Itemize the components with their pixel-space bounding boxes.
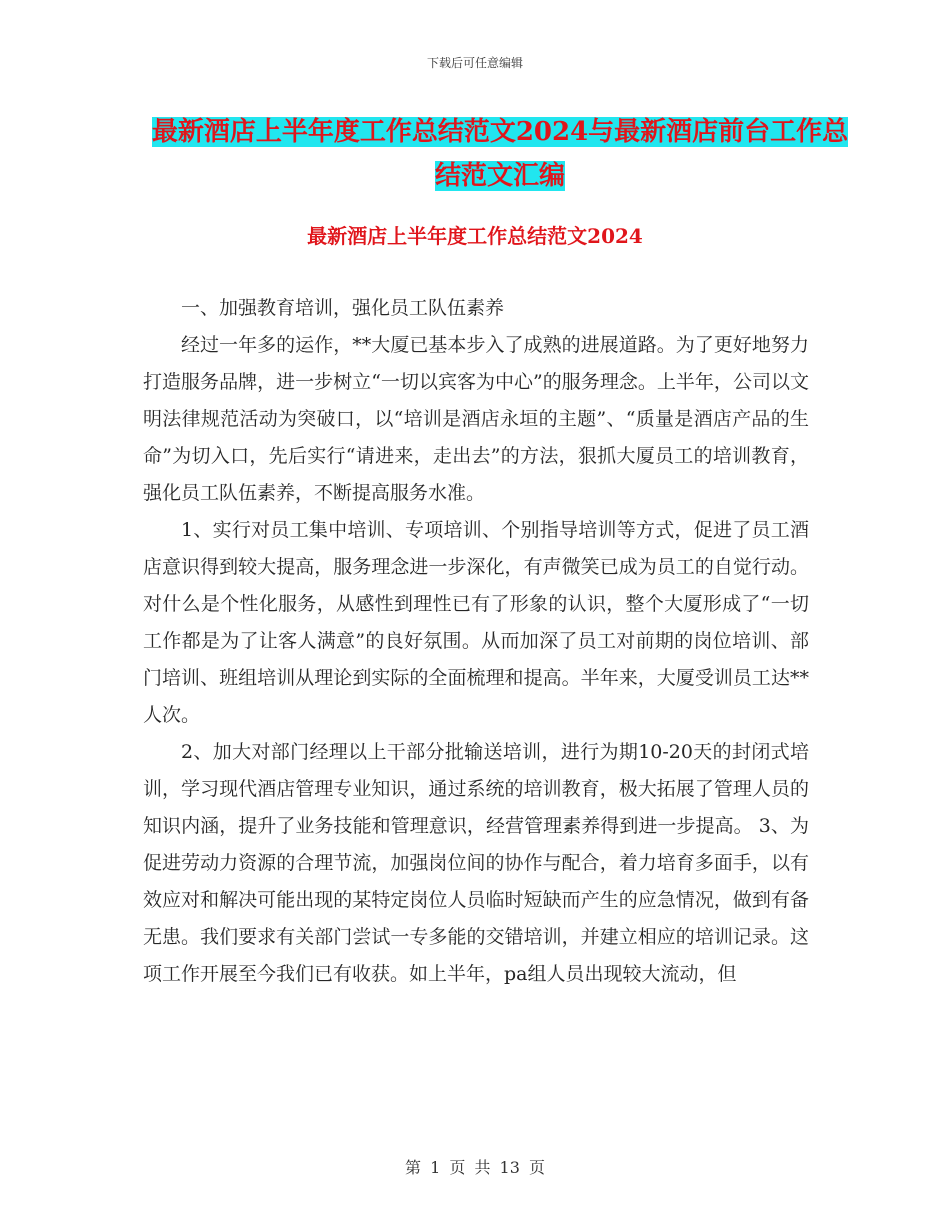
header-note: 下载后可任意编辑: [426, 56, 523, 70]
section-title: 最新酒店上半年度工作总结范文2024: [307, 224, 643, 248]
paragraph: 经过一年多的运作，**大厦已基本步入了成熟的进展道路。为了更好地努力打造服务品牌，进一步树立“一切以宾客为中心”的服务理念。上半年，公司以文明法律规范活动为突破口，以“培训是酒店永垣的主题”、“质量是酒店产品的生命”为切入口，先后实行“请进来，走出去”的方法，狠抓大厦员工的培训教育，强化员工队伍素养，不断提高服务水准。: [143, 334, 809, 504]
document-body: [143, 290, 809, 993]
page-footer: 第 1 页 共 13 页: [405, 1158, 545, 1177]
paragraph-heading: 一、加强教育培训，强化员工队伍素养: [181, 297, 505, 319]
document-title-text: 最新酒店上半年度工作总结范文2024与最新酒店前台工作总结范文汇编: [151, 117, 849, 191]
document-title: [140, 110, 860, 198]
paragraph: 1、实行对员工集中培训、专项培训、个别指导培训等方式，促进了员工酒店意识得到较大提高，服务理念进一步深化，有声微笑已成为员工的自觉行动。对什么是个性化服务，从感性到理性已有了形象的认识，整个大厦形成了“一切工作都是为了让客人满意”的良好氛围。从而加深了员工对前期的岗位培训、部门培训、班组培训从理论到实际的全面梳理和提高。半年来，大厦受训员工达**人次。: [143, 519, 809, 726]
paragraph: 2、加大对部门经理以上干部分批输送培训，进行为期10-20天的封闭式培训，学习现代酒店管理专业知识，通过系统的培训教育，极大拓展了管理人员的知识内涵，提升了业务技能和管理意识，经营管理素养得到进一步提高。 3、为促进劳动力资源的合理节流，加强岗位间的协作与配合，着力培育多面手，以有效应对和解决可能出现的某特定岗位人员临时短缺而产生的应急情况，做到有备无患。我们要求有关部门尝试一专多能的交错培训，并建立相应的培训记录。这项工作开展至今我们已有收获。如上半年，pa组人员出现较大流动，但: [143, 741, 809, 985]
